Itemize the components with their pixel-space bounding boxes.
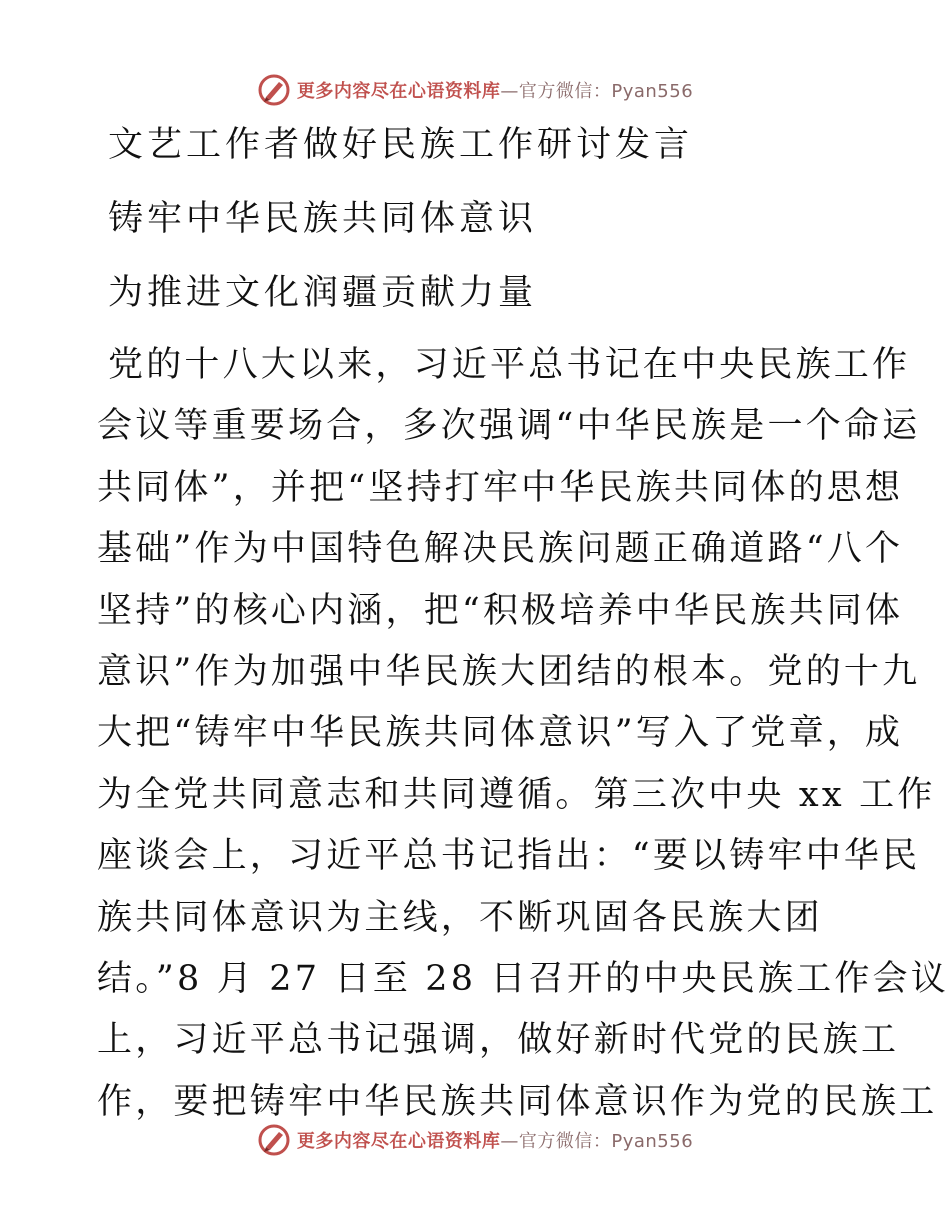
body-line: 为全党共同意志和共同遵循。第三次中央 xx 工作 — [97, 774, 936, 815]
pen-logo-icon — [257, 1123, 291, 1157]
document-subtitle-2: 为推进文化润疆贡献力量 — [108, 273, 538, 313]
body-line: 族共同体意识为主线，不断巩固各民族大团 — [97, 897, 823, 938]
body-line: 上，习近平总书记强调，做好新时代党的民族工 — [97, 1020, 900, 1061]
body-line: 坚持”的核心内涵，把“积极培养中华民族共同体 — [97, 590, 904, 631]
document-title: 文艺工作者做好民族工作研讨发言 — [108, 125, 694, 165]
body-paragraph — [97, 344, 949, 1142]
body-line: 基础”作为中国特色解决民族问题正确道路“八个 — [97, 529, 904, 570]
watermark-banner-bottom — [0, 1120, 950, 1160]
body-line: 共同体”，并把“坚持打牢中华民族共同体的思想 — [97, 467, 904, 508]
body-line: 结。”8 月 27 日至 28 日召开的中央民族工作会议 — [97, 958, 949, 999]
body-line: 大把“铸牢中华民族共同体意识”写入了党章，成 — [97, 713, 904, 754]
body-line: 座谈会上，习近平总书记指出：“要以铸牢中华民 — [97, 836, 921, 877]
body-line: 作，要把铸牢中华民族共同体意识作为党的民族工 — [97, 1081, 938, 1122]
body-line: 意识”作为加强中华民族大团结的根本。党的十九 — [97, 651, 921, 692]
watermark-banner-top — [0, 70, 950, 110]
watermark-text: 更多内容尽在心语资料库—官方微信：Pyan556 — [296, 81, 694, 102]
document-subtitle-1: 铸牢中华民族共同体意识 — [108, 199, 538, 239]
watermark-text: 更多内容尽在心语资料库—官方微信：Pyan556 — [296, 1131, 694, 1152]
title-block — [108, 124, 868, 346]
body-line: 会议等重要场合，多次强调“中华民族是一个命运 — [97, 406, 921, 447]
body-line: 党的十八大以来，习近平总书记在中央民族工作 — [108, 345, 911, 385]
pen-logo-icon — [257, 73, 291, 107]
